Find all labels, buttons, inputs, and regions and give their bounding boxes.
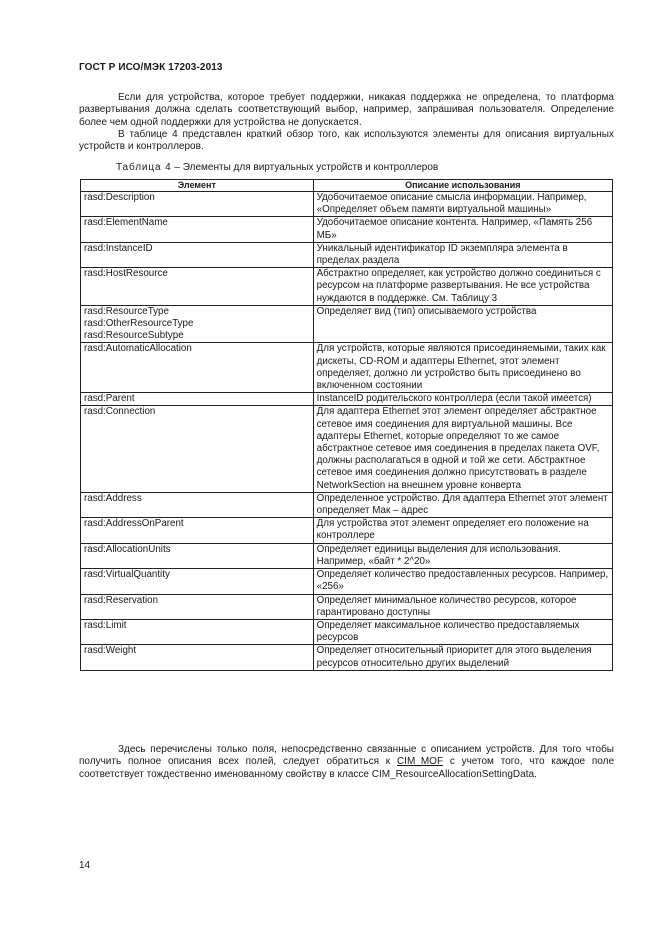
description-cell: Определяет вид (тип) описываемого устройства	[313, 305, 612, 343]
table-header-row	[81, 180, 613, 192]
description-cell: Определяет максимальное количество предоставляемых ресурсов	[313, 619, 612, 644]
element-cell: rasd:Address	[81, 492, 314, 517]
table-row	[81, 192, 613, 217]
page-number: 14	[79, 860, 91, 871]
intro-paragraph-1: Если для устройства, которое требует поддержки, никакая поддержка не определена, то платформа развертывания должна сделать соответствующий выбор, например, запрашивая пользователя. Определение более чем одной поддержки для устройства не допускается.	[79, 92, 614, 128]
table-caption	[116, 162, 438, 173]
table-row	[81, 492, 613, 517]
description-cell: Удобочитаемое описание контента. Например, «Память 256 МБ»	[313, 217, 612, 242]
element-cell: rasd:HostResource	[81, 268, 314, 306]
element-cell: rasd:Limit	[81, 619, 314, 644]
closing-paragraph	[79, 744, 614, 781]
cim-mof-reference: CIM_MOF	[396, 756, 444, 768]
elements-table	[80, 179, 613, 671]
table-row	[81, 268, 613, 306]
table-row	[81, 305, 613, 343]
table-row	[81, 645, 613, 670]
description-cell: Определяет количество предоставленных ресурсов. Например, «256»	[313, 569, 612, 594]
element-cell: rasd:VirtualQuantity	[81, 569, 314, 594]
description-cell: Для адаптера Ethernet этот элемент определяет абстрактное сетевое имя соединения для виртуальной машины. Все адаптеры Ethernet, которые определяют то же самое абстрактное сетевое имя соединения в пределах пакета OVF, должны располагаться в одной и той же сети. Абстрактное сетевое имя соединения должно присутствовать в разделе NetworkSection на внешнем уровне конверта	[313, 406, 612, 492]
description-cell: Уникальный идентификатор ID экземпляра элемента в пределах раздела	[313, 242, 612, 267]
column-header-description: Описание использования	[313, 180, 612, 192]
description-cell: Абстрактно определяет, как устройство должно соединиться с ресурсом на платформе развертывания. Не все устройства нуждаются в поддержке. См. Таблицу 3	[313, 268, 612, 306]
description-cell: Для устройств, которые являются присоединяемыми, таких как дискеты, CD-ROM и адаптеры Ethernet, этот элемент определяет, должно ли устройство быть присоединено во включенном состоянии	[313, 343, 612, 393]
description-cell: Для устройства этот элемент определяет его положение на контроллере	[313, 518, 612, 543]
element-cell: rasd:Parent	[81, 393, 314, 406]
element-cell: rasd:InstanceID	[81, 242, 314, 267]
element-cell: rasd:Connection	[81, 406, 314, 492]
element-cell: rasd:Weight	[81, 645, 314, 670]
description-cell: Удобочитаемое описание смысла информации. Например, «Определяет объем памяти виртуальной машины»	[313, 192, 612, 217]
description-cell: Определяет относительный приоритет для этого выделения ресурсов относительно других выделений	[313, 645, 612, 670]
table-caption-label: Таблица 4	[116, 162, 172, 173]
description-cell: Определенное устройство. Для адаптера Ethernet этот элемент определяет Мак – адрес	[313, 492, 612, 517]
element-cell	[81, 305, 314, 343]
description-cell: Определяет минимальное количество ресурсов, которое гарантировано доступны	[313, 594, 612, 619]
table-row	[81, 217, 613, 242]
table-row	[81, 619, 613, 644]
intro-paragraph-2: В таблице 4 представлен краткий обзор того, как используются элементы для описания виртуальных устройств и контроллеров.	[79, 129, 614, 153]
table-row	[81, 543, 613, 568]
element-cell: rasd:AllocationUnits	[81, 543, 314, 568]
description-cell: Определяет единицы выделения для использования. Например, «байт * 2^20»	[313, 543, 612, 568]
element-cell: rasd:Reservation	[81, 594, 314, 619]
element-cell: rasd:Description	[81, 192, 314, 217]
column-header-element: Элемент	[81, 180, 314, 192]
table-row	[81, 343, 613, 393]
table-row	[81, 393, 613, 406]
element-cell: rasd:AddressOnParent	[81, 518, 314, 543]
closing-text-end: с учетом того, что каждое поле соответствует тождественно именованному свойству в классе CIM_ResourceAllocationSettingData.	[79, 756, 615, 780]
table-row	[81, 569, 613, 594]
closing-text-start: Здесь перечислены только поля, непосредственно связанные с описанием устройств. Для того чтобы получить полное описания всех полей, следует обратиться к	[79, 744, 614, 768]
table-row	[81, 406, 613, 492]
element-name-line: rasd:OtherResourceType	[84, 318, 194, 330]
element-name-line: rasd:ResourceType	[84, 305, 169, 317]
element-name-line: rasd:ResourceSubtype	[84, 330, 184, 342]
table-caption-text: – Элементы для виртуальных устройств и контроллеров	[171, 162, 439, 173]
table-row	[81, 242, 613, 267]
element-cell: rasd:AutomaticAllocation	[81, 343, 314, 393]
table-row	[81, 518, 613, 543]
description-cell: InstanceID родительского контроллера (если такой имеется)	[313, 393, 612, 406]
element-cell: rasd:ElementName	[81, 217, 314, 242]
table-row	[81, 594, 613, 619]
standard-header: ГОСТ Р ИСО/МЭК 17203-2013	[79, 62, 223, 73]
